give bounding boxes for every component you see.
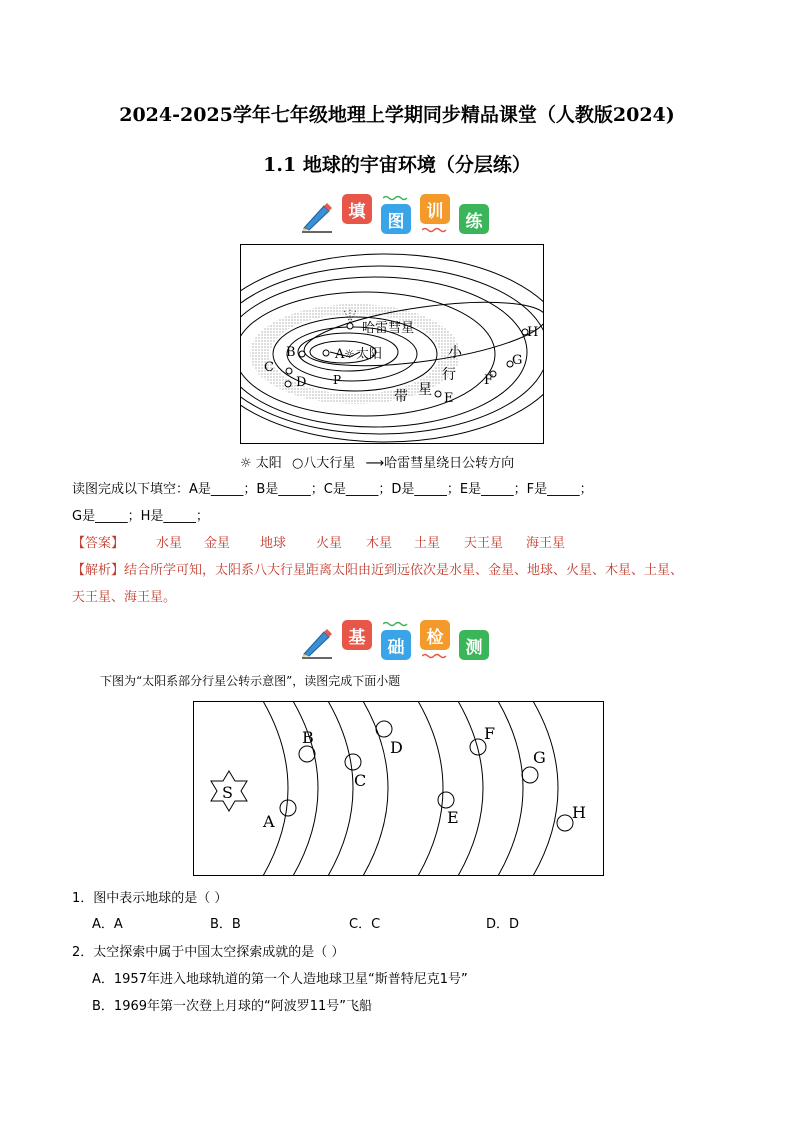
- banner-tile: 检: [420, 620, 450, 650]
- label-F: F: [484, 373, 494, 388]
- figure1-legend: ☼ 太阳 ○八大行星 ⟶哈雷彗星绕日公转方向: [240, 456, 515, 471]
- pencil-icon: [298, 626, 334, 660]
- question-2-option[interactable]: A．1957年进入地球轨道的第一个人造地球卫星“斯普特尼克1号”: [92, 972, 468, 987]
- analysis-line2: 天王星、海王星。: [72, 590, 177, 605]
- pencil-icon: [298, 200, 334, 234]
- banner-tile: 础: [381, 630, 411, 660]
- answer-item: 天王星: [464, 536, 504, 551]
- label-comet: 哈雷彗星: [362, 321, 415, 336]
- question-2-option[interactable]: B．1969年第一次登上月球的“阿波罗11号”飞船: [92, 999, 373, 1014]
- label-G: G: [512, 353, 523, 368]
- answer-item: 海王星: [526, 536, 566, 551]
- question-2-stem: 2．太空探索中属于中国太空探索成就的是（ ）: [72, 945, 345, 960]
- label-H: H: [572, 803, 586, 822]
- answer-item: 地球: [260, 536, 287, 551]
- sun-icon: ☼: [344, 347, 355, 361]
- banner-tile: 填: [342, 194, 372, 224]
- answer-item: 水星: [156, 536, 183, 551]
- svg-text:星: 星: [418, 382, 432, 398]
- label-S: S: [222, 783, 233, 802]
- label-H: H: [527, 325, 539, 340]
- label-F: F: [484, 724, 496, 743]
- label-C: C: [264, 360, 274, 375]
- answer-line: 【答案】 水星 金星 地球 火星 木星 土星 天王星 海王星: [72, 534, 752, 554]
- banner-tile: 基: [342, 620, 372, 650]
- banner-tile: 图: [381, 204, 411, 234]
- banner-tile: 测: [459, 630, 489, 660]
- banner-tile: 训: [420, 194, 450, 224]
- question-fill-line2: G是_____；H是_____；: [72, 509, 209, 524]
- question-fill-line1: 读图完成以下填空：A是_____；B是_____；C是_____；D是_____；E是_____；F是_____；: [72, 482, 593, 497]
- planet-orbit-arcs-diagram: [193, 701, 604, 876]
- figure2-caption: 下图为“太阳系部分行星公转示意图”，读图完成下面小题: [100, 674, 401, 688]
- analysis-line1: 【解析】结合所学可知，太阳系八大行星距离太阳由近到远依次是水星、金星、地球、火星、木星、土星、: [72, 563, 684, 578]
- sun-icon: ☼: [240, 456, 252, 471]
- question-1-option[interactable]: A．A: [92, 917, 123, 932]
- arrow-icon: ⟶: [365, 456, 385, 471]
- label-A: A: [335, 347, 345, 362]
- label-B: B: [286, 345, 296, 360]
- question-1-option[interactable]: D．D: [486, 917, 520, 932]
- answer-item: 火星: [316, 536, 343, 551]
- section-banner-basic-test: [298, 620, 498, 660]
- solar-system-orbit-diagram: [240, 244, 544, 444]
- section-banner-fill-map: [298, 194, 498, 234]
- svg-text:小: 小: [448, 345, 462, 361]
- page-title: 2024-2025学年七年级地理上学期同步精品课堂（人教版2024): [119, 104, 675, 126]
- label-P: P: [333, 373, 342, 387]
- label-A: A: [263, 812, 275, 831]
- label-E: E: [444, 391, 454, 406]
- label-sun: 太阳: [356, 347, 383, 362]
- label-G: G: [533, 748, 546, 767]
- banner-tile: 练: [459, 204, 489, 234]
- answer-item: 金星: [204, 536, 231, 551]
- question-1-stem: 1．图中表示地球的是（ ）: [72, 891, 228, 906]
- label-C: C: [354, 771, 367, 790]
- answer-item: 土星: [414, 536, 441, 551]
- label-B: B: [302, 728, 314, 747]
- label-D: D: [390, 738, 403, 757]
- label-D: D: [296, 375, 307, 390]
- question-1-option[interactable]: C．C: [349, 917, 381, 932]
- svg-text:行: 行: [442, 367, 456, 383]
- answer-item: 木星: [366, 536, 393, 551]
- question-1-option[interactable]: B．B: [210, 917, 241, 932]
- label-E: E: [447, 808, 459, 827]
- planet-icon: ○: [291, 456, 304, 471]
- svg-text:带: 带: [394, 389, 408, 405]
- page-subtitle: 1.1 地球的宇宙环境（分层练）: [263, 154, 531, 176]
